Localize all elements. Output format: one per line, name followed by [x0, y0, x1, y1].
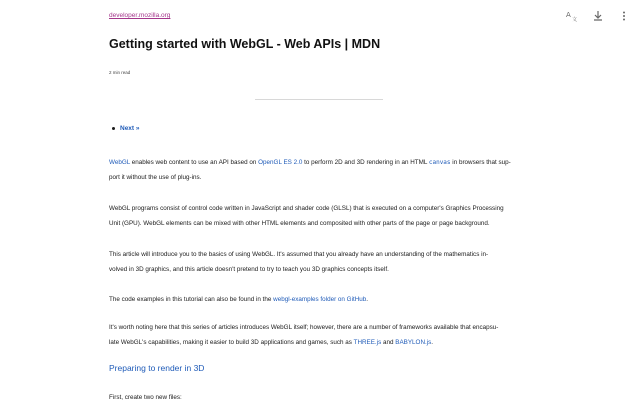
next-link[interactable]: Next »: [120, 125, 140, 132]
article-nav: [112, 125, 140, 132]
paragraph-programs: WebGL programs consist of control code written in JavaScript and shader code (GLSL) that is executed on a computer's Graphics Processing Unit (GPU). WebGL elements can be mixed with other HTML elements and composited with other parts of the page or page background.: [109, 205, 504, 227]
paragraph-create-files: First, create two new files:: [109, 394, 182, 401]
paragraph-intro: WebGL enables web content to use an API based on OpenGL ES 2.0 to perform 2D and 3D rendering in an HTML canvas in browsers that sup- port it without the use of plug-ins.: [109, 159, 511, 181]
read-time: 2 min read: [109, 70, 131, 75]
webgl-examples-link[interactable]: webgl-examples folder on GitHub: [273, 296, 367, 303]
section-heading: Preparing to render in 3D: [109, 363, 205, 373]
more-vertical-icon[interactable]: [618, 10, 630, 22]
svg-text:文: 文: [572, 17, 578, 22]
version-link[interactable]: 2.0: [293, 159, 303, 166]
page-title: Getting started with WebGL - Web APIs | MDN: [109, 37, 381, 51]
download-icon[interactable]: [592, 10, 604, 22]
paragraph-introduction: This article will introduce you to the basics of using WebGL. It's assumed that you already have an understanding of the mathematics in- volved in 3D graphics, and this article doesn't pretend to try to teach you 3D graphics concepts itself.: [109, 251, 489, 273]
divider: [255, 99, 383, 100]
threejs-link[interactable]: THREE.js: [353, 339, 382, 346]
babylonjs-link[interactable]: BABYLON.js: [395, 339, 432, 346]
bullet-icon: [112, 127, 115, 130]
svg-text:A: A: [566, 11, 571, 19]
webgl-link[interactable]: WebGL: [109, 159, 130, 166]
opengl-es-link[interactable]: OpenGL ES: [258, 159, 292, 166]
canvas-code-link[interactable]: canvas: [428, 159, 451, 166]
toolbar: [566, 10, 630, 22]
source-domain-link[interactable]: developer.mozilla.org: [109, 12, 171, 19]
paragraph-frameworks: It's worth noting here that this series of articles introduces WebGL itself; however, there are a number of frameworks available that encapsu- late WebGL's capabilities, making it easier to build 3D applications and games, such as THREE.js and BABYLON.js.: [109, 324, 499, 346]
paragraph-code-examples: The code examples in this tutorial can also be found in the webgl-examples folder on GitHub.: [109, 296, 369, 303]
translate-icon[interactable]: [566, 10, 578, 22]
